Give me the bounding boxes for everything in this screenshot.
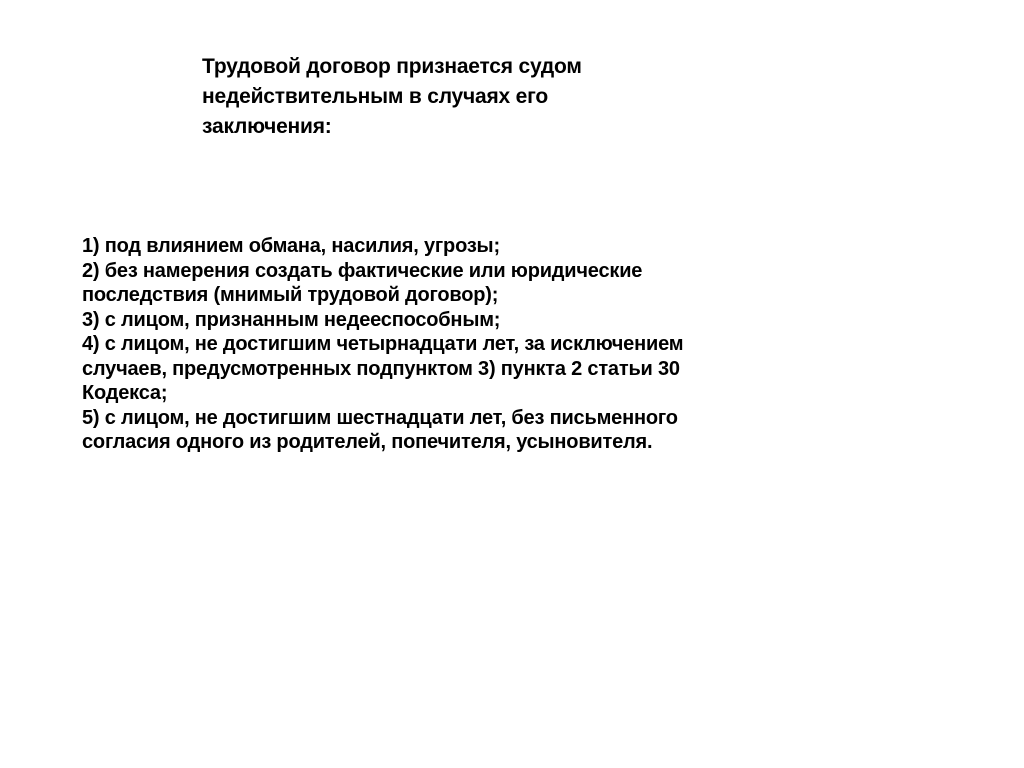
list-item-5-continued: согласия одного из родителей, попечителя, усыновителя. — [82, 431, 653, 453]
slide-body — [82, 234, 802, 455]
title-line: заключения: — [202, 115, 332, 138]
list-item-2: 2) без намерения создать фактические или юридические — [82, 259, 643, 282]
list-item-5: 5) с лицом, не достигшим шестнадцати лет, без письменного — [82, 406, 678, 429]
title-line: недействительным в случаях его — [202, 85, 549, 108]
list-item-1: 1) под влиянием обмана, насилия, угрозы; — [82, 235, 500, 257]
list-item-4-continued: Кодекса; — [82, 382, 168, 404]
list-item-3: 3) с лицом, признанным недееспособным; — [82, 308, 501, 331]
list-item-2-continued: последствия (мнимый трудовой договор); — [82, 284, 499, 306]
list-item-4: 4) с лицом, не достигшим четырнадцати лет, за исключением — [82, 333, 684, 355]
title-line: Трудовой договор признается судом — [202, 55, 582, 78]
list-item-4-continued: случаев, предусмотренных подпунктом 3) пункта 2 статьи 30 — [82, 357, 680, 380]
slide-title — [202, 52, 642, 142]
